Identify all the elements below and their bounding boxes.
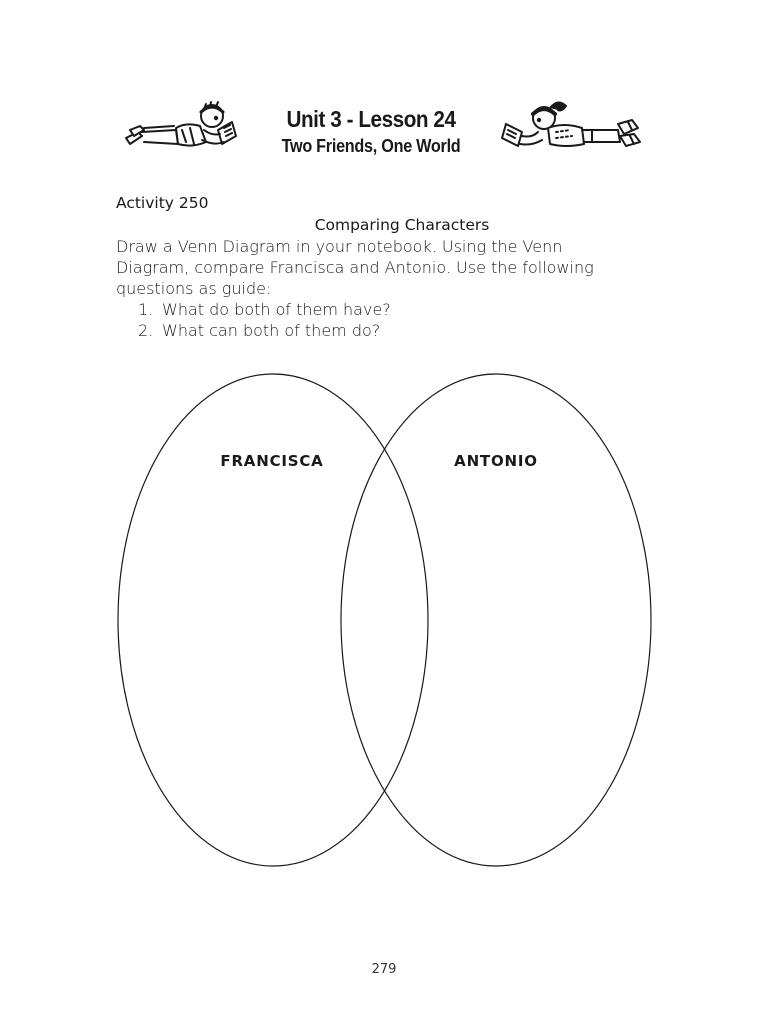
question-text: What can both of them do?	[162, 321, 381, 340]
reading-girl-icon	[492, 100, 652, 162]
lesson-title: Unit 3 - Lesson 24	[286, 106, 456, 132]
venn-label-left: FRANCISCA	[220, 452, 324, 470]
question-item	[116, 299, 676, 320]
venn-diagram	[110, 368, 660, 873]
instructions-line: Draw a Venn Diagram in your notebook. Using the Venn	[116, 237, 563, 256]
instructions	[116, 236, 676, 341]
venn-circle-right	[341, 374, 651, 866]
instructions-line: questions as guide:	[116, 279, 272, 298]
venn-circle-left	[118, 374, 428, 866]
section-title: Comparing Characters	[314, 216, 490, 234]
question-text: What do both of them have?	[162, 300, 391, 319]
lesson-header	[0, 100, 768, 170]
question-item	[116, 320, 676, 341]
question-number: 1.	[138, 300, 154, 319]
activity-label: Activity 250	[116, 194, 209, 212]
instructions-line: Diagram, compare Francisca and Antonio. Use the following	[116, 258, 594, 277]
question-number: 2.	[138, 321, 154, 340]
lesson-subtitle: Two Friends, One World	[281, 136, 461, 156]
reading-boy-icon	[120, 100, 260, 162]
page-number: 279	[371, 962, 397, 977]
venn-label-right: ANTONIO	[454, 452, 538, 470]
question-list	[116, 299, 676, 341]
